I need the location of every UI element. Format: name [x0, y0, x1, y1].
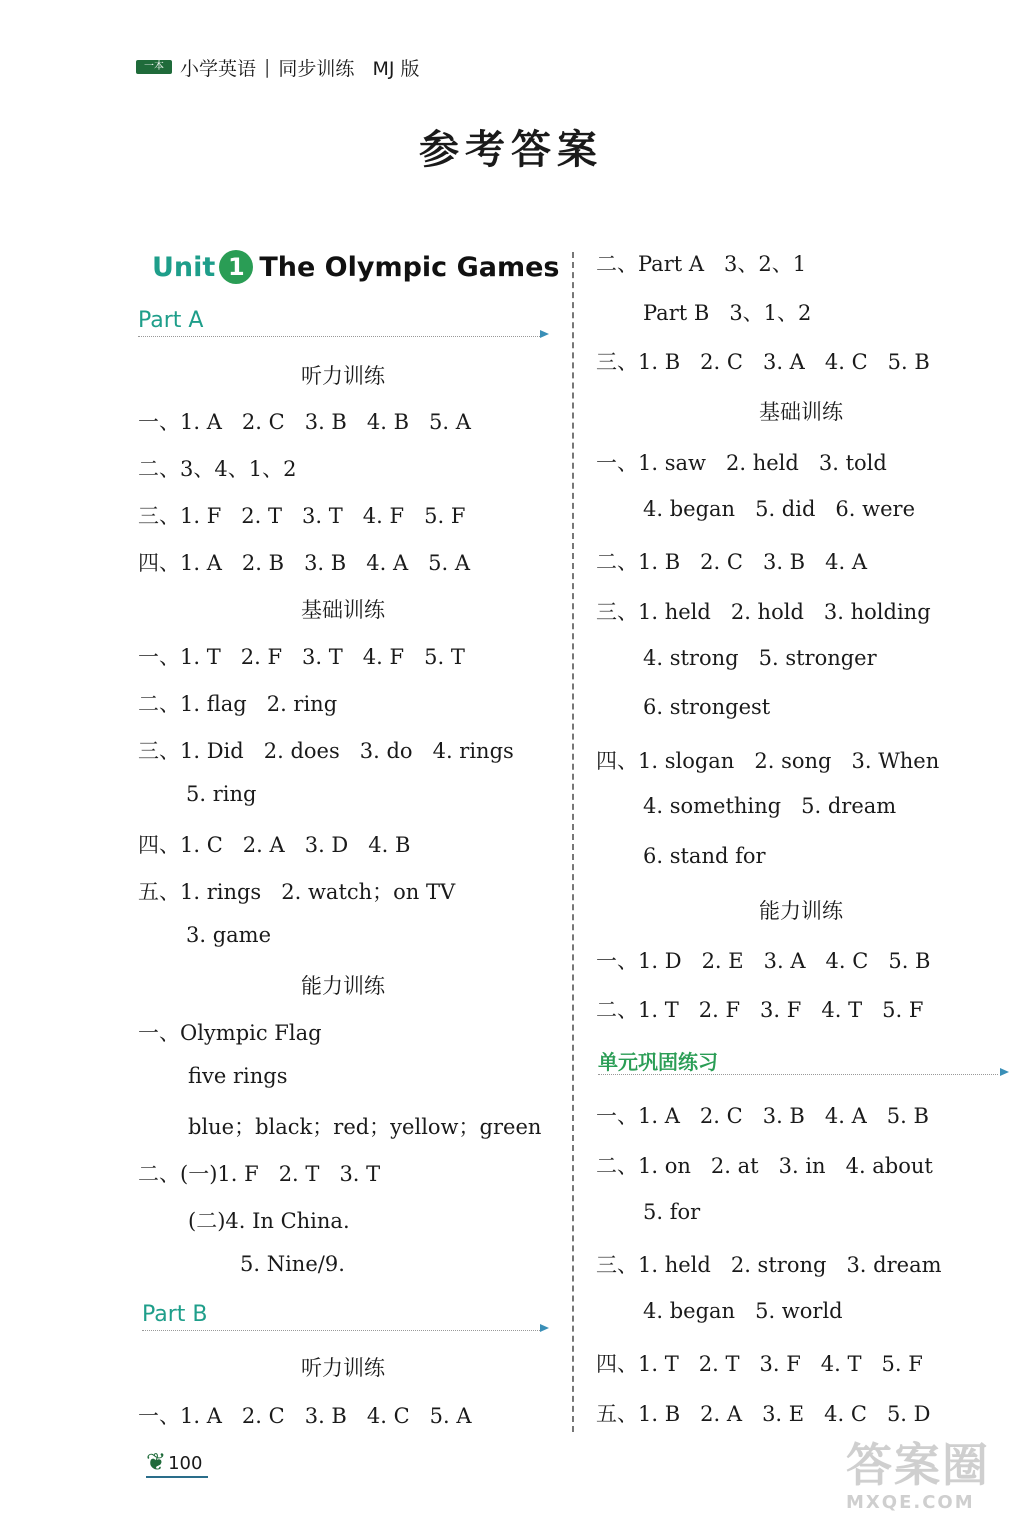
- section-listening-b: 听力训练: [301, 1356, 385, 1380]
- page-title: 参考答案: [419, 127, 603, 173]
- answer-line: 一、1. A 2. C 3. B 4. B 5. A: [138, 410, 471, 434]
- answer-line: 四、1. C 2. A 3. D 4. B: [138, 833, 411, 857]
- answer-line: 二、1. flag 2. ring: [138, 692, 338, 716]
- answer-line: five rings: [188, 1064, 288, 1088]
- answer-line: 4. began 5. world: [643, 1299, 843, 1323]
- watermark-main: 答案圈: [846, 1438, 990, 1492]
- section-basic-a: 基础训练: [301, 598, 385, 622]
- unit-number-badge: 1: [219, 250, 253, 284]
- answer-line: 一、1. A 2. C 3. B 4. A 5. B: [596, 1104, 929, 1128]
- unit-review-heading: 单元巩固练习: [598, 1050, 718, 1074]
- part-b-rule: [142, 1330, 540, 1331]
- page-number: [146, 1450, 208, 1478]
- watermark-site: MXQE.COM: [846, 1492, 975, 1513]
- answer-line: 3. game: [186, 923, 272, 947]
- answer-line: 一、1. saw 2. held 3. told: [596, 451, 887, 475]
- answer-line: 6. stand for: [643, 844, 766, 868]
- answer-line: 一、Olympic Flag: [138, 1021, 322, 1045]
- unit-label: Unit: [152, 251, 216, 283]
- header-separator: |: [264, 56, 271, 78]
- answer-line: (二)4. In China.: [188, 1209, 350, 1233]
- answer-line: 二、3、4、1、2: [138, 457, 297, 481]
- part-a-heading: Part A: [138, 308, 204, 333]
- answer-line: 4. strong 5. stronger: [643, 646, 877, 670]
- column-divider: [572, 252, 574, 1432]
- answer-line: 一、1. D 2. E 3. A 4. C 5. B: [596, 949, 931, 973]
- answer-line: blue；black；red；yellow；green: [188, 1115, 542, 1139]
- part-b-heading: Part B: [142, 1302, 208, 1327]
- section-listening-a: 听力训练: [301, 364, 385, 388]
- answer-line: 二、(一)1. F 2. T 3. T: [138, 1162, 381, 1186]
- answer-line: 四、1. slogan 2. song 3. When: [596, 749, 940, 773]
- answer-line: 三、1. held 2. hold 3. holding: [596, 600, 931, 624]
- answer-line: 三、1. held 2. strong 3. dream: [596, 1253, 942, 1277]
- answer-line: 五、1. B 2. A 3. E 4. C 5. D: [596, 1402, 931, 1426]
- answer-line: 二、Part A 3、2、1: [596, 252, 807, 276]
- answer-line: 三、1. Did 2. does 3. do 4. rings: [138, 739, 514, 763]
- section-ability-b: 能力训练: [759, 899, 843, 923]
- answer-line: 二、1. T 2. F 3. F 4. T 5. F: [596, 998, 924, 1022]
- part-a-rule: [138, 336, 540, 337]
- answer-line: 三、1. F 2. T 3. T 4. F 5. F: [138, 504, 466, 528]
- answer-line: Part B 3、1、2: [643, 301, 812, 325]
- answer-line: 一、1. A 2. C 3. B 4. C 5. A: [138, 1404, 472, 1428]
- header-subject: 小学英语: [180, 57, 257, 80]
- answer-line: 二、1. B 2. C 3. B 4. A: [596, 550, 868, 574]
- answer-line: 4. began 5. did 6. were: [643, 497, 916, 521]
- unit-title: [152, 250, 560, 284]
- running-header: [136, 52, 419, 82]
- answer-line: 三、1. B 2. C 3. A 4. C 5. B: [596, 350, 930, 374]
- section-basic-b: 基础训练: [759, 400, 843, 424]
- answer-line: 6. strongest: [643, 695, 771, 719]
- header-series: 同步训练: [278, 57, 355, 80]
- answer-line: 4. something 5. dream: [643, 794, 897, 818]
- answer-line: 5. Nine/9.: [240, 1252, 345, 1276]
- review-rule: [598, 1074, 998, 1075]
- part-a-arrow-icon: [540, 330, 549, 338]
- answer-line: 四、1. A 2. B 3. B 4. A 5. A: [138, 551, 471, 575]
- header-edition: MJ 版: [372, 57, 420, 80]
- page-number-text: 100: [168, 1453, 203, 1474]
- watermark: [846, 1438, 1016, 1528]
- answer-line: 一、1. T 2. F 3. T 4. F 5. T: [138, 645, 465, 669]
- unit-name: The Olympic Games: [259, 251, 560, 283]
- answer-line: 二、1. on 2. at 3. in 4. about: [596, 1154, 933, 1178]
- part-b-arrow-icon: [540, 1324, 549, 1332]
- review-arrow-icon: [1000, 1068, 1009, 1076]
- publisher-logo: 一本: [136, 60, 172, 74]
- answer-line: 5. for: [643, 1200, 701, 1224]
- leaf-icon: ❦: [146, 1448, 167, 1476]
- answer-line: 5. ring: [186, 782, 257, 806]
- answer-line: 四、1. T 2. T 3. F 4. T 5. F: [596, 1352, 923, 1376]
- answer-line: 五、1. rings 2. watch；on TV: [138, 880, 456, 904]
- section-ability-a: 能力训练: [301, 974, 385, 998]
